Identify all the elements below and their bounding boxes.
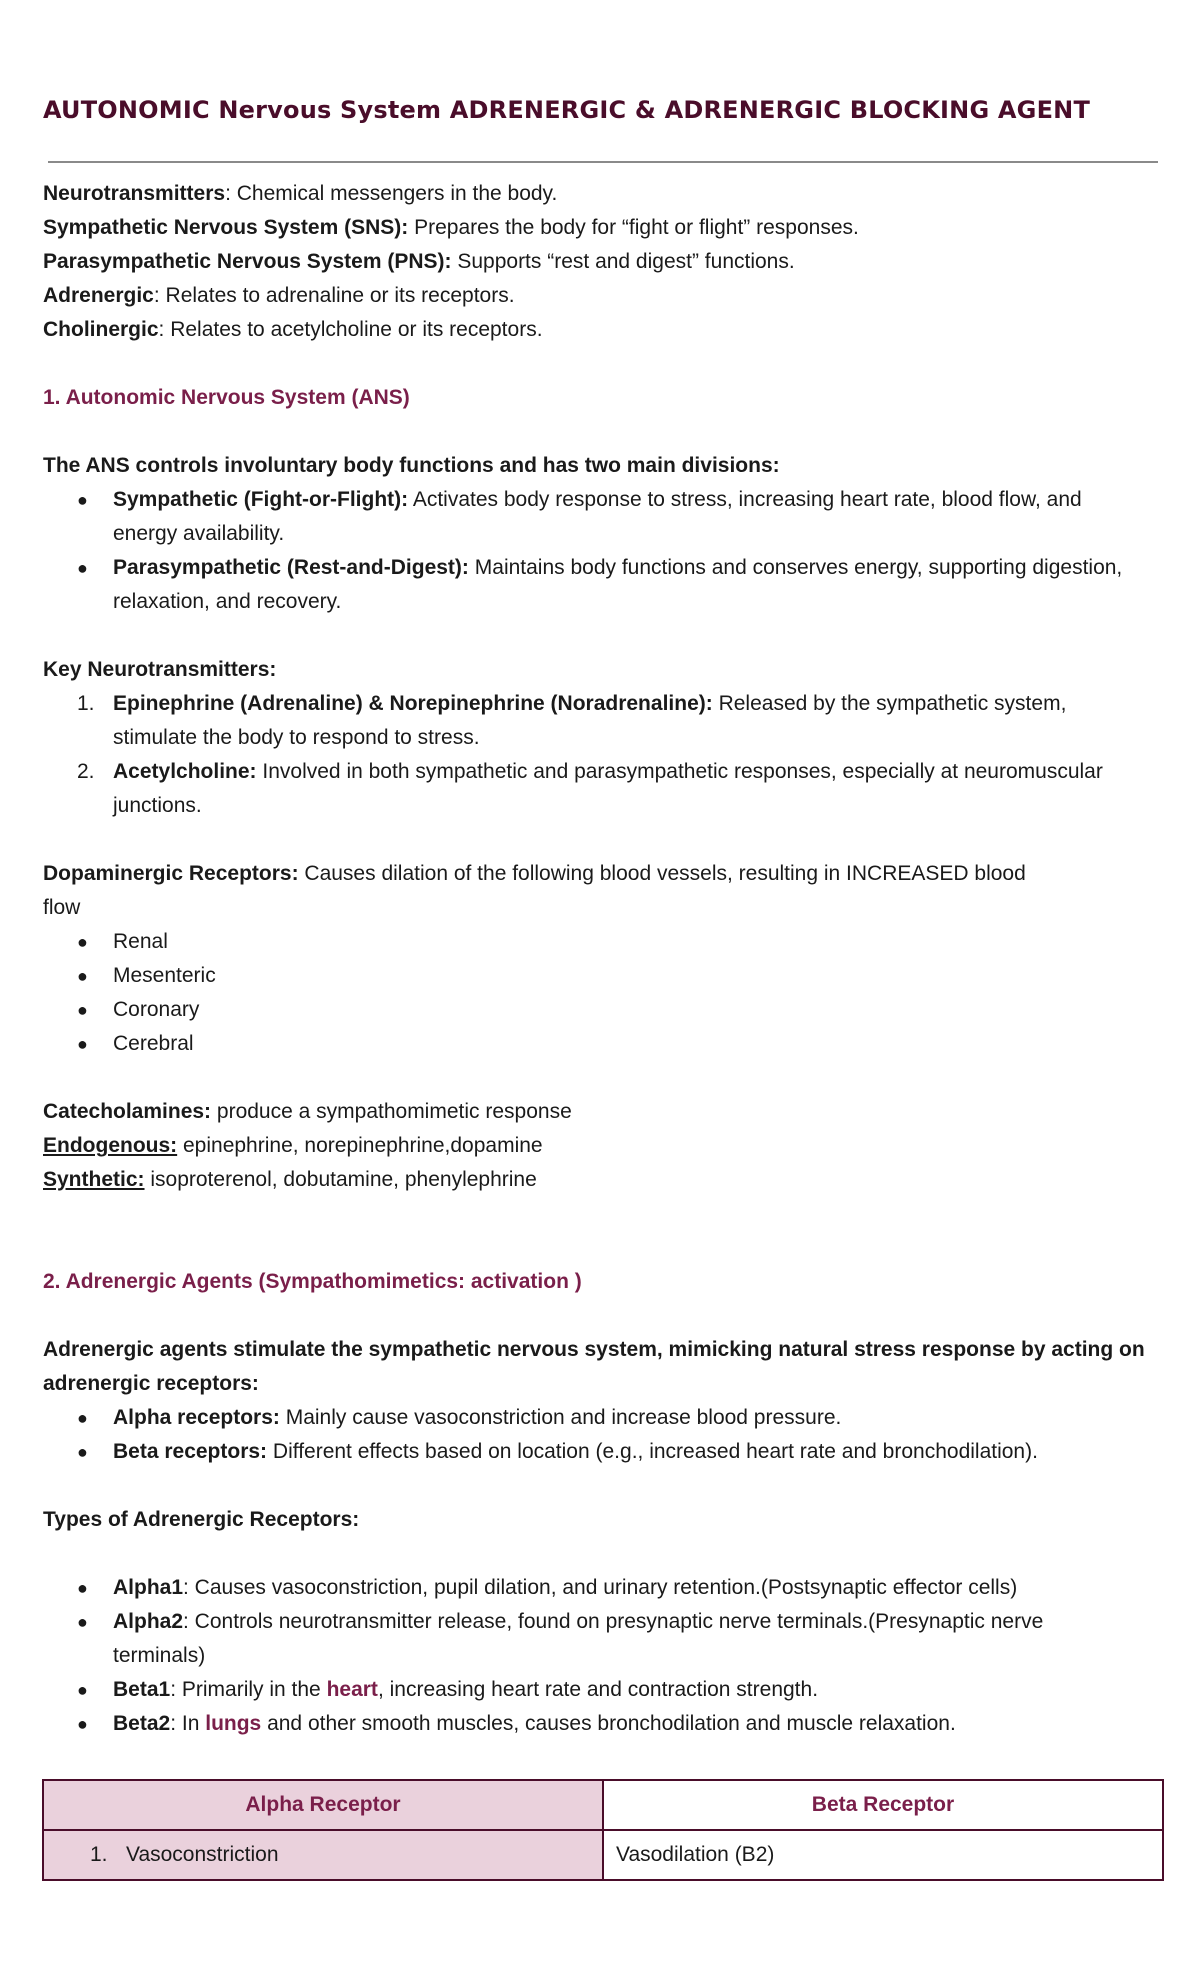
list-item-text: : Primarily in the	[170, 1678, 327, 1701]
list-item-text: Involved in both sympathetic and parasympathetic responses, especially at neuromuscular	[262, 760, 1103, 783]
definition-cholinergic	[43, 313, 543, 347]
list-item-term: Beta1	[113, 1678, 171, 1701]
types-label: Types of Adrenergic Receptors:	[43, 1508, 360, 1531]
list-item-text: : In	[170, 1712, 206, 1735]
definition-text: Prepares the body for “fight or flight” responses.	[414, 216, 859, 239]
bullet-icon: ●	[77, 1000, 88, 1020]
alpha-value: Vasoconstriction	[126, 1843, 279, 1866]
list-item-text: : Causes vasoconstriction, pupil dilation, and urinary retention.(Postsynaptic effector cells)	[183, 1576, 1018, 1599]
definition-text: Relates to adrenaline or its receptors.	[165, 284, 515, 307]
list-number: 2.	[77, 760, 95, 783]
list-item-sympathetic	[113, 483, 1163, 551]
list-item-text: Activates body response to stress, increasing heart rate, blood flow, and	[412, 488, 1082, 511]
endogenous-line	[43, 1129, 543, 1163]
adrenergic-intro-line2: adrenergic receptors:	[43, 1372, 259, 1395]
list-item-term: Beta2	[113, 1712, 171, 1735]
dopaminergic-paragraph	[43, 857, 1026, 925]
list-item-alpha-receptors	[113, 1401, 1163, 1435]
bullet-icon: ●	[77, 1578, 88, 1598]
bullet-icon: ●	[77, 558, 88, 578]
bullet-icon: ●	[77, 490, 88, 510]
list-item-text-cont: energy availability.	[113, 522, 285, 545]
receptor-table	[42, 1779, 1164, 1881]
definition-pns	[43, 245, 795, 279]
bullet-icon: ●	[77, 966, 88, 986]
catecholamines-line	[43, 1095, 572, 1129]
list-item-text-cont: terminals)	[113, 1644, 206, 1667]
bullet-icon: ●	[77, 1408, 88, 1428]
dopaminergic-text: Causes dilation of the following blood vessels, resulting in INCREASED blood	[304, 862, 1026, 885]
synthetic-line	[43, 1163, 537, 1197]
list-item-term: Alpha1	[113, 1576, 184, 1599]
list-item-term: Beta receptors:	[113, 1440, 268, 1463]
definition-term: Adrenergic	[43, 284, 154, 307]
list-item-term: Acetylcholine:	[113, 760, 257, 783]
endogenous-text: epinephrine, norepinephrine,dopamine	[183, 1134, 543, 1157]
bullet-icon: ●	[77, 932, 88, 952]
list-item-vessel: Cerebral	[113, 1032, 194, 1055]
bullet-icon: ●	[77, 1714, 88, 1734]
list-item-text: , increasing heart rate and contraction strength.	[377, 1678, 819, 1701]
section-heading-adrenergic-agents: 2. Adrenergic Agents (Sympathomimetics: activation )	[43, 1270, 582, 1293]
list-item-acetylcholine	[113, 755, 1163, 823]
list-item-beta2	[113, 1707, 1163, 1741]
dopaminergic-text-cont: flow	[43, 896, 81, 919]
list-item-term: Sympathetic (Fight-or-Flight):	[113, 488, 409, 511]
highlight-lungs: lungs	[205, 1712, 262, 1735]
list-item-vessel: Coronary	[113, 998, 200, 1021]
list-item-text: Mainly cause vasoconstriction and increase blood pressure.	[285, 1406, 842, 1429]
list-number: 1.	[77, 692, 95, 715]
catecholamines-term: Catecholamines:	[43, 1100, 212, 1123]
list-item-text: : Controls neurotransmitter release, found on presynaptic nerve terminals.(Presynaptic nerve	[183, 1610, 1044, 1633]
definition-term: Cholinergic	[43, 318, 159, 341]
list-number: 1.	[90, 1843, 108, 1866]
list-item-beta1	[113, 1673, 1163, 1707]
list-item-text-cont: relaxation, and recovery.	[113, 590, 342, 613]
definition-term: Parasympathetic Nervous System (PNS):	[43, 250, 452, 273]
list-item-epinephrine	[113, 687, 1163, 755]
list-item-alpha1	[113, 1571, 1163, 1605]
highlight-heart: heart	[326, 1678, 378, 1701]
list-item-beta-receptors	[113, 1435, 1163, 1469]
key-neurotransmitters-label: Key Neurotransmitters:	[43, 658, 277, 681]
bullet-icon: ●	[77, 1612, 88, 1632]
list-item-text: Maintains body functions and conserves energy, supporting digestion,	[474, 556, 1123, 579]
document-title: AUTONOMIC Nervous System ADRENERGIC & ADRENERGIC BLOCKING AGENT	[43, 96, 1091, 124]
bullet-icon: ●	[77, 1680, 88, 1700]
list-item-text: Released by the sympathetic system,	[718, 692, 1067, 715]
list-item-text-cont: junctions.	[113, 794, 202, 817]
section-heading-ans: 1. Autonomic Nervous System (ANS)	[43, 386, 410, 409]
dopaminergic-term: Dopaminergic Receptors:	[43, 862, 299, 885]
definition-adrenergic	[43, 279, 515, 313]
list-item-term: Epinephrine (Adrenaline) & Norepinephrine (Noradrenaline):	[113, 692, 713, 715]
table-cell-alpha	[43, 1830, 603, 1880]
definition-text: Chemical messengers in the body.	[236, 182, 558, 205]
bullet-icon: ●	[77, 1034, 88, 1054]
endogenous-term: Endogenous:	[43, 1134, 178, 1157]
adrenergic-intro-line1: Adrenergic agents stimulate the sympathetic nervous system, mimicking natural stress response by acting on	[43, 1338, 1145, 1361]
table-header-beta: Beta Receptor	[603, 1780, 1163, 1830]
list-item-text: Different effects based on location (e.g., increased heart rate and bronchodilation).	[272, 1440, 1038, 1463]
list-item-text: and other smooth muscles, causes bronchodilation and muscle relaxation.	[261, 1712, 956, 1735]
adrenergic-intro	[43, 1333, 1145, 1401]
synthetic-text: isoproterenol, dobutamine, phenylephrine	[150, 1168, 537, 1191]
list-item-vessel: Mesenteric	[113, 964, 216, 987]
list-item-term: Alpha2	[113, 1610, 184, 1633]
definition-text: Relates to acetylcholine or its receptors.	[170, 318, 543, 341]
catecholamines-text: produce a sympathomimetic response	[216, 1100, 572, 1123]
ans-intro: The ANS controls involuntary body functions and has two main divisions:	[43, 454, 780, 477]
list-item-term: Alpha receptors:	[113, 1406, 280, 1429]
synthetic-term: Synthetic:	[43, 1168, 145, 1191]
table-cell-beta: Vasodilation (B2)	[603, 1830, 1163, 1880]
bullet-icon: ●	[77, 1442, 88, 1462]
table-row	[43, 1830, 1163, 1880]
definition-neurotransmitters	[43, 177, 557, 211]
definition-separator: :	[225, 182, 237, 205]
horizontal-divider	[48, 161, 1158, 163]
definition-separator: :	[158, 318, 171, 341]
definition-separator: :	[153, 284, 166, 307]
list-item-text-cont: stimulate the body to respond to stress.	[113, 726, 480, 749]
definition-term: Sympathetic Nervous System (SNS):	[43, 216, 409, 239]
definition-sns	[43, 211, 859, 245]
definition-text: Supports “rest and digest” functions.	[457, 250, 795, 273]
list-item-parasympathetic	[113, 551, 1163, 619]
table-header-alpha: Alpha Receptor	[43, 1780, 603, 1830]
list-item-alpha2	[113, 1605, 1163, 1673]
list-item-term: Parasympathetic (Rest-and-Digest):	[113, 556, 469, 579]
table-header-row	[43, 1780, 1163, 1830]
list-item-vessel: Renal	[113, 930, 168, 953]
definition-term: Neurotransmitters	[43, 182, 226, 205]
